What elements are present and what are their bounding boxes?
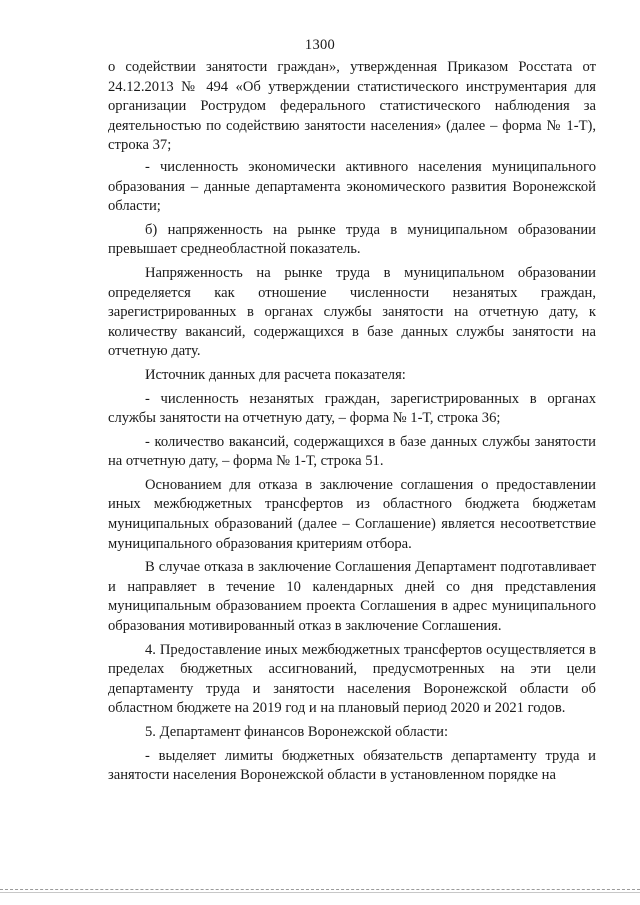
paragraph-data-source-heading: Источник данных для расчета показателя: (145, 366, 406, 383)
paragraph-criterion-b: б) напряженность на рынке труда в муниципальном образовании превышает среднеобластной показатель. (108, 221, 596, 258)
paragraph-form-1t-source: о содействии занятости граждан», утвержденная Приказом Росстата от 24.12.2013 № 494 «Об утверждении статистического инструментария для организации Рострудом федерального статистического наблюдения за деятельностью по содействию занятости населения» (далее – форма № 1-Т), строка 37; (108, 59, 596, 154)
paragraph-refusal-procedure: В случае отказа в заключение Соглашения Департамент подготавливает и направляет в течение 10 календарных дней со дня представления муниципальным образованием проекта Соглашения в адрес муниципального образования мотивированный отказ в заключение Соглашения. (108, 559, 596, 635)
paragraph-unemployed-count: - численность незанятых граждан, зарегистрированных в органах службы занятости на отчетную дату, – форма № 1-Т, строка 36; (108, 390, 596, 427)
paragraph-vacancies-count: - количество вакансий, содержащихся в базе данных службы занятости на отчетную дату, – форма № 1-Т, строка 51. (108, 433, 596, 470)
paragraph-active-population: - численность экономически активного населения муниципального образования – данные департамента экономического развития Воронежской области; (108, 158, 596, 215)
paragraph-tension-definition: Напряженность на рынке труда в муниципальном образовании определяется как отношение численности незанятых граждан, зарегистрированных в органах службы занятости на отчетную дату, к количеству вакансий, содержащихся в базе данных службы занятости на отчетную дату. (108, 264, 596, 360)
paragraph-limits: - выделяет лимиты бюджетных обязательств департаменту труда и занятости населения Воронежской области в установленном порядке на (108, 747, 596, 784)
paragraph-item-4: 4. Предоставление иных межбюджетных трансфертов осуществляется в пределах бюджетных ассигнований, предусмотренных на эти цели департаменту труда и занятости населения Воронежской области об областном бюджете на 2019 год и на плановый период 2020 и 2021 годов. (108, 641, 596, 717)
page-bottom-rule (0, 889, 640, 890)
paragraph-refusal-grounds: Основанием для отказа в заключение соглашения о предоставлении иных межбюджетных трансфертов из областного бюджета бюджетам муниципальных образований (далее – Соглашение) является несоответствие муниципального образования критериям отбора. (108, 476, 596, 552)
document-body (108, 58, 596, 790)
page-number: 1300 (304, 37, 336, 53)
paragraph-item-5: 5. Департамент финансов Воронежской области: (145, 724, 449, 740)
page-bottom-rule-secondary (0, 892, 640, 893)
